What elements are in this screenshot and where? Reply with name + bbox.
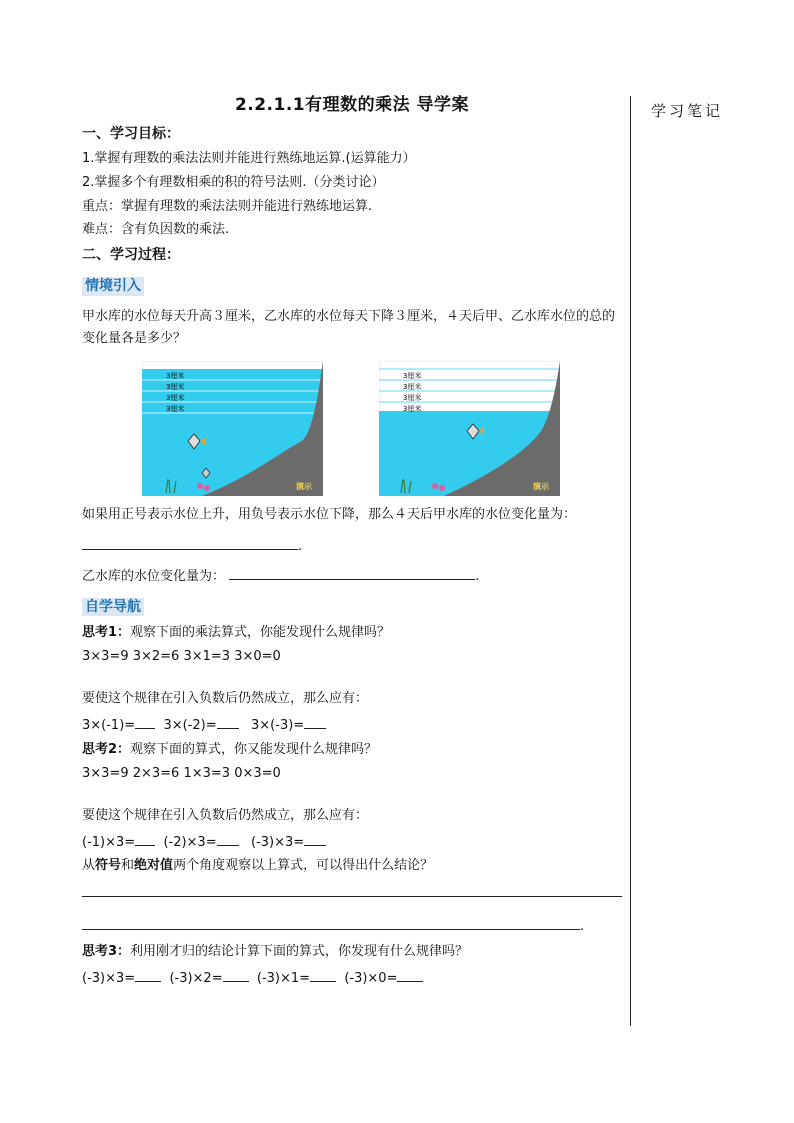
fig-a-label-2: 3厘米 [166,383,185,392]
fill-expr: (-3)×1= [256,971,311,987]
fig-b-label-2: 3厘米 [403,383,422,392]
think3-text: 利用刚才归的结论计算下面的算式，你发现有什么规律吗？ [130,944,469,960]
conclusion-answer-line-2-row: . [82,917,622,935]
think2-row [82,743,622,758]
fill-blank[interactable] [397,969,423,982]
fill-blank[interactable] [135,716,155,729]
fill-expr: (-1)×3= [82,834,136,850]
answer-yi-line[interactable] [229,567,475,580]
main-content [82,96,622,996]
reservoir-figures [142,361,622,496]
conclusion-pre: 从 [82,858,96,874]
fill-blank[interactable] [217,833,239,846]
fig-b-label-4: 3厘米 [403,405,422,414]
fig-b-label-1: 3厘米 [403,372,422,381]
fill-expr: 3×(-2)= [163,717,217,733]
conclusion-bold-sign: 符号 [95,858,122,874]
think2-equations: 3×3=9 2×3=6 1×3=3 0×3=0 [82,765,281,781]
objective-2: 2.掌握多个有理数相乘的积的符号法则.（分类讨论） [82,174,385,190]
think1-equations: 3×3=9 3×2=6 3×1=3 3×0=0 [82,648,281,664]
conclusion-answer-line-1[interactable] [82,896,622,897]
answer-jia-line[interactable]: . [82,537,622,555]
fig-b-demo-label: 演示 [533,482,549,492]
reservoir-falling-figure [379,361,560,496]
fill-blank[interactable] [304,833,326,846]
side-note-label: 学习笔记 [651,102,724,120]
notes-divider [630,96,631,1026]
reservoir-rising-figure [142,361,323,496]
fig-a-label-3: 3厘米 [166,394,185,403]
intro-text: 甲水库的水位每天升高３厘米，乙水库的水位每天下降３厘米，４天后甲、乙水库水位的总的变化量各是多少？ [82,308,616,347]
rule-text-1: 要使这个规律在引入负数后仍然成立，那么应有： [82,690,369,706]
question-jia: 如果用正号表示水位上升，用负号表示水位下降，那么４天后甲水库的水位变化量为： [82,507,577,523]
think2-text: 观察下面的算式，你又能发现什么规律吗？ [130,741,378,757]
conclusion-mid: 和 [121,858,135,874]
page-title: 2.2.1.1有理数的乘法 导学案 [234,95,470,115]
fill-expr: (-3)×3= [82,971,136,987]
conclusion-bold-abs: 绝对值 [134,858,174,874]
fill-expr: (-3)×2= [169,971,223,987]
think1-row [82,626,622,641]
fill-blank[interactable] [310,969,336,982]
think3-row [82,945,622,960]
difficulty: 难点：含有负因数的乘法. [82,222,230,238]
question-yi-row: 乙水库的水位变化量为： . [82,568,480,584]
fill-blank[interactable] [304,716,326,729]
fill-expr: (-3)×3= [251,834,305,850]
fill-blank[interactable] [217,716,239,729]
think1-text: 观察下面的乘法算式，你能发现什么规律吗？ [130,624,391,640]
fig-a-demo-label: 演示 [296,482,312,492]
think1-fill-row [82,716,622,734]
fill-expr: (-2)×3= [163,834,217,850]
conclusion-post: 两个角度观察以上算式，可以得出什么结论？ [173,858,434,874]
conclusion-question [82,859,622,874]
think2-label: 思考2： [82,741,131,757]
rule-text-2: 要使这个规律在引入负数后仍然成立，那么应有： [82,807,369,823]
key-point: 重点：掌握有理数的乘法法则并能进行熟练地运算. [82,198,373,214]
fig-a-label-4: 3厘米 [166,405,185,414]
intro-tag: 情境引入 [82,277,144,295]
think3-label: 思考3： [82,944,131,960]
objective-1: 1.掌握有理数的乘法法则并能进行熟练地运算.(运算能力） [82,150,416,166]
fill-blank[interactable] [135,833,155,846]
conclusion-answer-line-2[interactable] [82,917,580,930]
think2-fill-row [82,833,622,851]
fill-blank[interactable] [223,969,249,982]
think3-fill-row [82,969,622,987]
fill-expr: (-3)×0= [344,971,398,987]
fig-b-label-3: 3厘米 [403,394,422,403]
self-study-tag: 自学导航 [82,598,144,616]
fill-expr: 3×(-1)= [82,717,136,733]
think1-label: 思考1： [82,624,131,640]
fill-blank[interactable] [135,969,161,982]
question-yi: 乙水库的水位变化量为： [82,568,226,584]
fig-a-label-1: 3厘米 [166,372,185,381]
section2-heading: 二、学习过程： [82,247,180,264]
fill-expr: 3×(-3)= [251,717,305,733]
section1-heading: 一、学习目标： [82,125,180,142]
